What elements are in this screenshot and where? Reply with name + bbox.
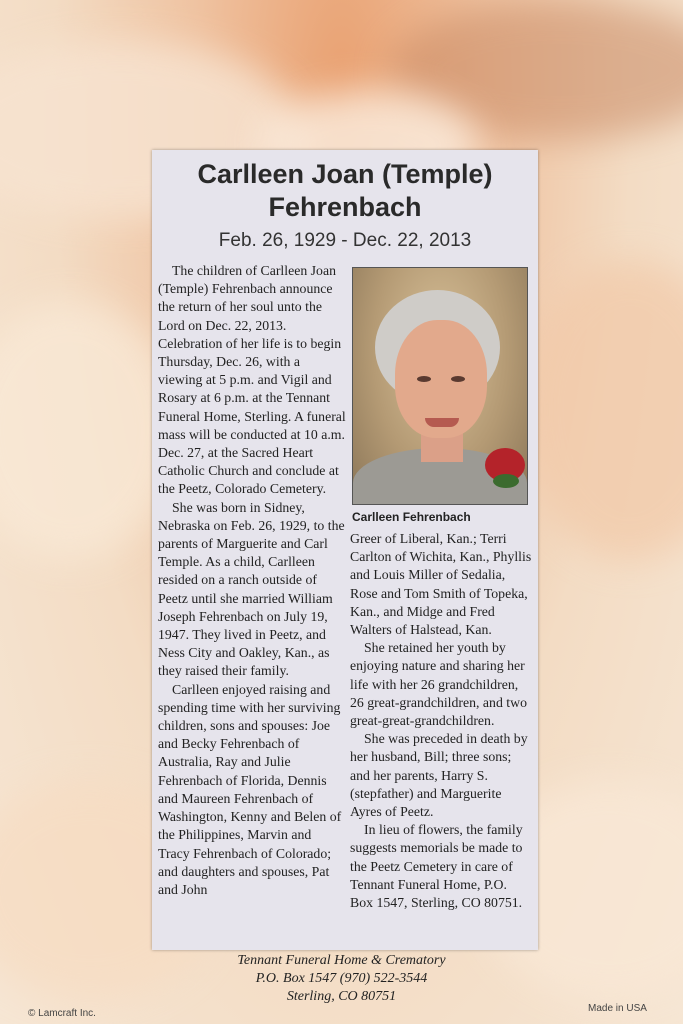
background-cloud	[520, 260, 683, 560]
photo-caption: Carlleen Fehrenbach	[352, 510, 471, 524]
title-line-1: Carlleen Joan (Temple)	[197, 159, 493, 189]
paragraph: Carlleen enjoyed raising and spending time with her surviving children, sons and spouses: Joe and Becky Fehrenbach of Australia, Ray and Julie Fehrenbach of Florida, Dennis and Maureen Fehrenbach of Washington, Kenny and Belen of the Philippines, Marvin and Tracy Fehrenbach of Colorado; and daughters and spouses, Pat and John	[158, 681, 342, 897]
portrait-eye	[417, 376, 431, 382]
funeral-home-footer	[0, 952, 683, 1006]
corsage-leaf	[493, 474, 519, 488]
paragraph: She was born in Sidney, Nebraska on Feb. 26, 1929, to the parents of Marguerite and Carl Temple. As a child, Carlleen resided on a ranch outside of Peetz until she married William Joseph Fehrenbach on July 19, 1947. They lived in Peetz, and Ness City and Oakley, Kan., as they raised their family.	[158, 499, 345, 679]
right-column	[350, 530, 532, 912]
paragraph: She retained her youth by enjoying nature and sharing her life with her 26 grandchildren, 26 great-grandchildren, and two great-great-grandchildren.	[350, 640, 527, 729]
paragraph: She was preceded in death by her husband, Bill; three sons; and her parents, Harry S. (stepfather) and Marguerite Ayres of Peetz.	[350, 731, 528, 820]
left-column	[158, 262, 346, 899]
footer-line-3: Sterling, CO 80751	[286, 989, 397, 1004]
obituary-title	[152, 158, 538, 224]
title-line-2: Fehrenbach	[268, 192, 422, 222]
paragraph: In lieu of flowers, the family suggests memorials be made to the Peetz Cemetery in care of Tennant Funeral Home, P.O. Box 1547, Sterling, CO 80751.	[350, 822, 523, 911]
made-in-text: Made in USA	[588, 1003, 647, 1014]
portrait-photo	[352, 267, 528, 505]
footer-line-2: P.O. Box 1547 (970) 522-3544	[255, 971, 428, 986]
paragraph: Greer of Liberal, Kan.; Terri Carlton of Wichita, Kan., Phyllis and Louis Miller of Sedalia, Rose and Tom Smith of Topeka, Kan., and Midge and Fred Walters of Halstead, Kan.	[350, 531, 532, 638]
obituary-dates: Feb. 26, 1929 - Dec. 22, 2013	[218, 230, 472, 251]
paragraph: The children of Carlleen Joan (Temple) Fehrenbach announce the return of her soul unto the Lord on Dec. 22, 2013. Celebration of her life is to begin Thursday, Dec. 26, with a viewing at 5 p.m. and Vigil and Rosary at 6 p.m. at the Tennant Funeral Home, Sterling. A funeral mass will be conducted at 10 a.m. Dec. 27, at the Sacred Heart Catholic Church and conclude at the Peetz, Colorado Cemetery.	[158, 263, 346, 497]
copyright-text: © Lamcraft Inc.	[28, 1008, 96, 1019]
obituary-clipping	[152, 150, 538, 950]
portrait-eye	[451, 376, 465, 382]
footer-line-1: Tennant Funeral Home & Crematory	[237, 953, 446, 968]
portrait-mouth	[425, 418, 459, 427]
